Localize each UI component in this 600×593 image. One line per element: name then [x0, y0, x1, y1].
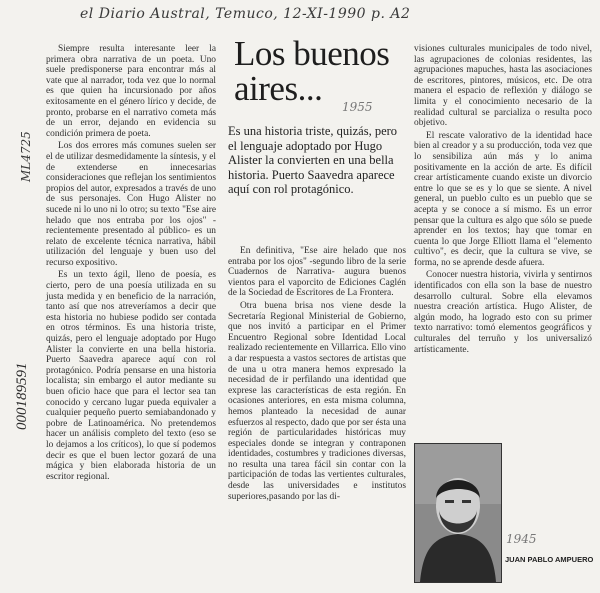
paragraph: Siempre resulta interesante leer la primera obra narrativa de un poeta. Uno suele predisponerse para encontrar más al vate que al narrador, toda vez que lo normal es que quien ha incursionado por años exitosamente en el género lírico y decide, de pronto, probarse en el narrativo cometa más de un error, dejando en evidencia su condición primera de poeta. — [46, 44, 216, 139]
handwritten-archive-id — [14, 363, 31, 431]
paragraph: Es un texto ágil, lleno de poesía, es cierto, pero de una poesía utilizada en su justa medida y en beneficio de la narración, tanto así que nos atreveríamos a decir que esta historia no hubiese podido ser contada en otros términos. Es una historia triste, quizás, pero el lenguaje adoptado por Hugo Alister la convierte en una bella historia. Puerto Saavedra aparece aquí con rol protagónico. Podría pensarse en una historia localista; sin embargo el autor mediante su buen oficio hace que para el lector sea tan conocido y cercano lugar pueda equivaler a cualquier pequeño puerto semiabandonado y pobre de Latinoamérica. No pretendemos hacer un análisis completo del texto (eso se lo dejamos a los críticos), lo que sí podemos decir es que el buen lector gozará de una mágica y bien elaborada historia de un escritor regional. — [46, 270, 216, 482]
handwritten-year-mark: 1955 — [342, 100, 373, 114]
handwritten-source-note: el Diario Austral, Temuco, 12-XI-1990 p. A2 — [80, 6, 411, 22]
article-title: Los buenos aires... — [234, 34, 390, 108]
paragraph: Los dos errores más comunes suelen ser el de utilizar desmedidamente la síntesis, y el de extenderse en innecesarias consideraciones que reflejan los sentimientos propios del autor, expresados a través de uno de sus personajes. Con Hugo Alister no sucede ni lo uno ni lo otro; su texto "Ese aire helado que nos entraba por los ojos" -recientemente presentado al público- es un relato de excelente técnica narrativa, hábil utilización del lenguaje y buen uso del recurso expositivo. — [46, 141, 216, 268]
article-subtitle: Es una historia triste, quizás, pero el lenguaje adoptado por Hugo Alister la convierten en una bella historia. Puerto Saavedra aparece aquí con rol protagónico. — [228, 124, 398, 196]
author-photo — [414, 443, 502, 583]
photo-caption: JUAN PABLO AMPUERO — [505, 555, 594, 564]
article-column-1 — [46, 44, 216, 484]
paragraph: visiones culturales municipales de todo nivel, las agrupaciones de colonias residentes, las agrupaciones mapuches, hasta las asociaciones de escritores, pintores, músicos, etc. De otra manera el espacio de reflexión y diálogo se limita y el conocimiento necesario de la realidad cultural se parcializa o resulta poco objetivo. — [414, 44, 592, 129]
paragraph: Conocer nuestra historia, vivirla y sentirnos identificados con ella son la base de nuestro desarrollo cultural. Sobre ella elevamos nuestra creación artística. Hugo Alister, de algún modo, ha logrado esto con su primer texto narrativo: tomó elementos geográficos y culturales del terruño y los universalizó artísticamente. — [414, 270, 592, 355]
paragraph: En definitiva, "Ese aire helado que nos entraba por los ojos" -segundo libro de la serie Cuadernos de Narrativa- augura buenos vientos para el vaporcito de Ediciones Caglén de la Sociedad de Escritores de La Frontera. — [228, 246, 406, 299]
handwritten-code-wrap — [6, 52, 33, 192]
paragraph: El rescate valorativo de la identidad hace bien al creador y a su producción, toda vez que lo sensibiliza aún más y lo anima positivamente en la acción de arte. Es difícil crear artísticamente cuando existe un divorcio entre lo que se es y lo que se siente. A nivel general, un pueblo culto es un pueblo que se acepta y se conoce a sí mismo. Es un error pensar que la cultura es algo que sólo se puede aprender en los textos; hay que tomar en cuenta lo que Jorge Elliott llama el "elemento cultivo", es decir, que la cultura se vive, se forma, no se aprende desde afuera. — [414, 130, 592, 268]
paragraph: Otra buena brisa nos viene desde la Secretaría Regional Ministerial de Gobierno, que nos invitó a participar en el Primer Encuentro Regional sobre Identidad Local realizado recientemente en Villarrica. Ello vino a dar respuesta a vastos sectores de artistas que de una u otra manera hemos expresado la necesidad de ir perfilando una identidad que exprese las características de esta región. En ocasiones anteriores, en esta misma columna, hemos planteado la necesidad de aunar esfuerzos al respecto, dado que por ser ésta una región de particularidades históricas muy especiales donde se integran y contraponen identidades, costumbres y tradiciones diversas, no resulta una tarea fácil sin contar con la participación de todas las vertientes culturales, desde las universidades e institutos superiores,pasando por las di- — [228, 300, 406, 502]
handwritten-photo-year: 1945 — [506, 532, 537, 546]
article-column-3 — [414, 44, 592, 357]
handwritten-code: ML4725 — [19, 131, 33, 182]
article-column-2 — [228, 246, 406, 504]
portrait-illustration — [415, 444, 501, 582]
archive-id-text: 000189591 — [14, 362, 30, 430]
